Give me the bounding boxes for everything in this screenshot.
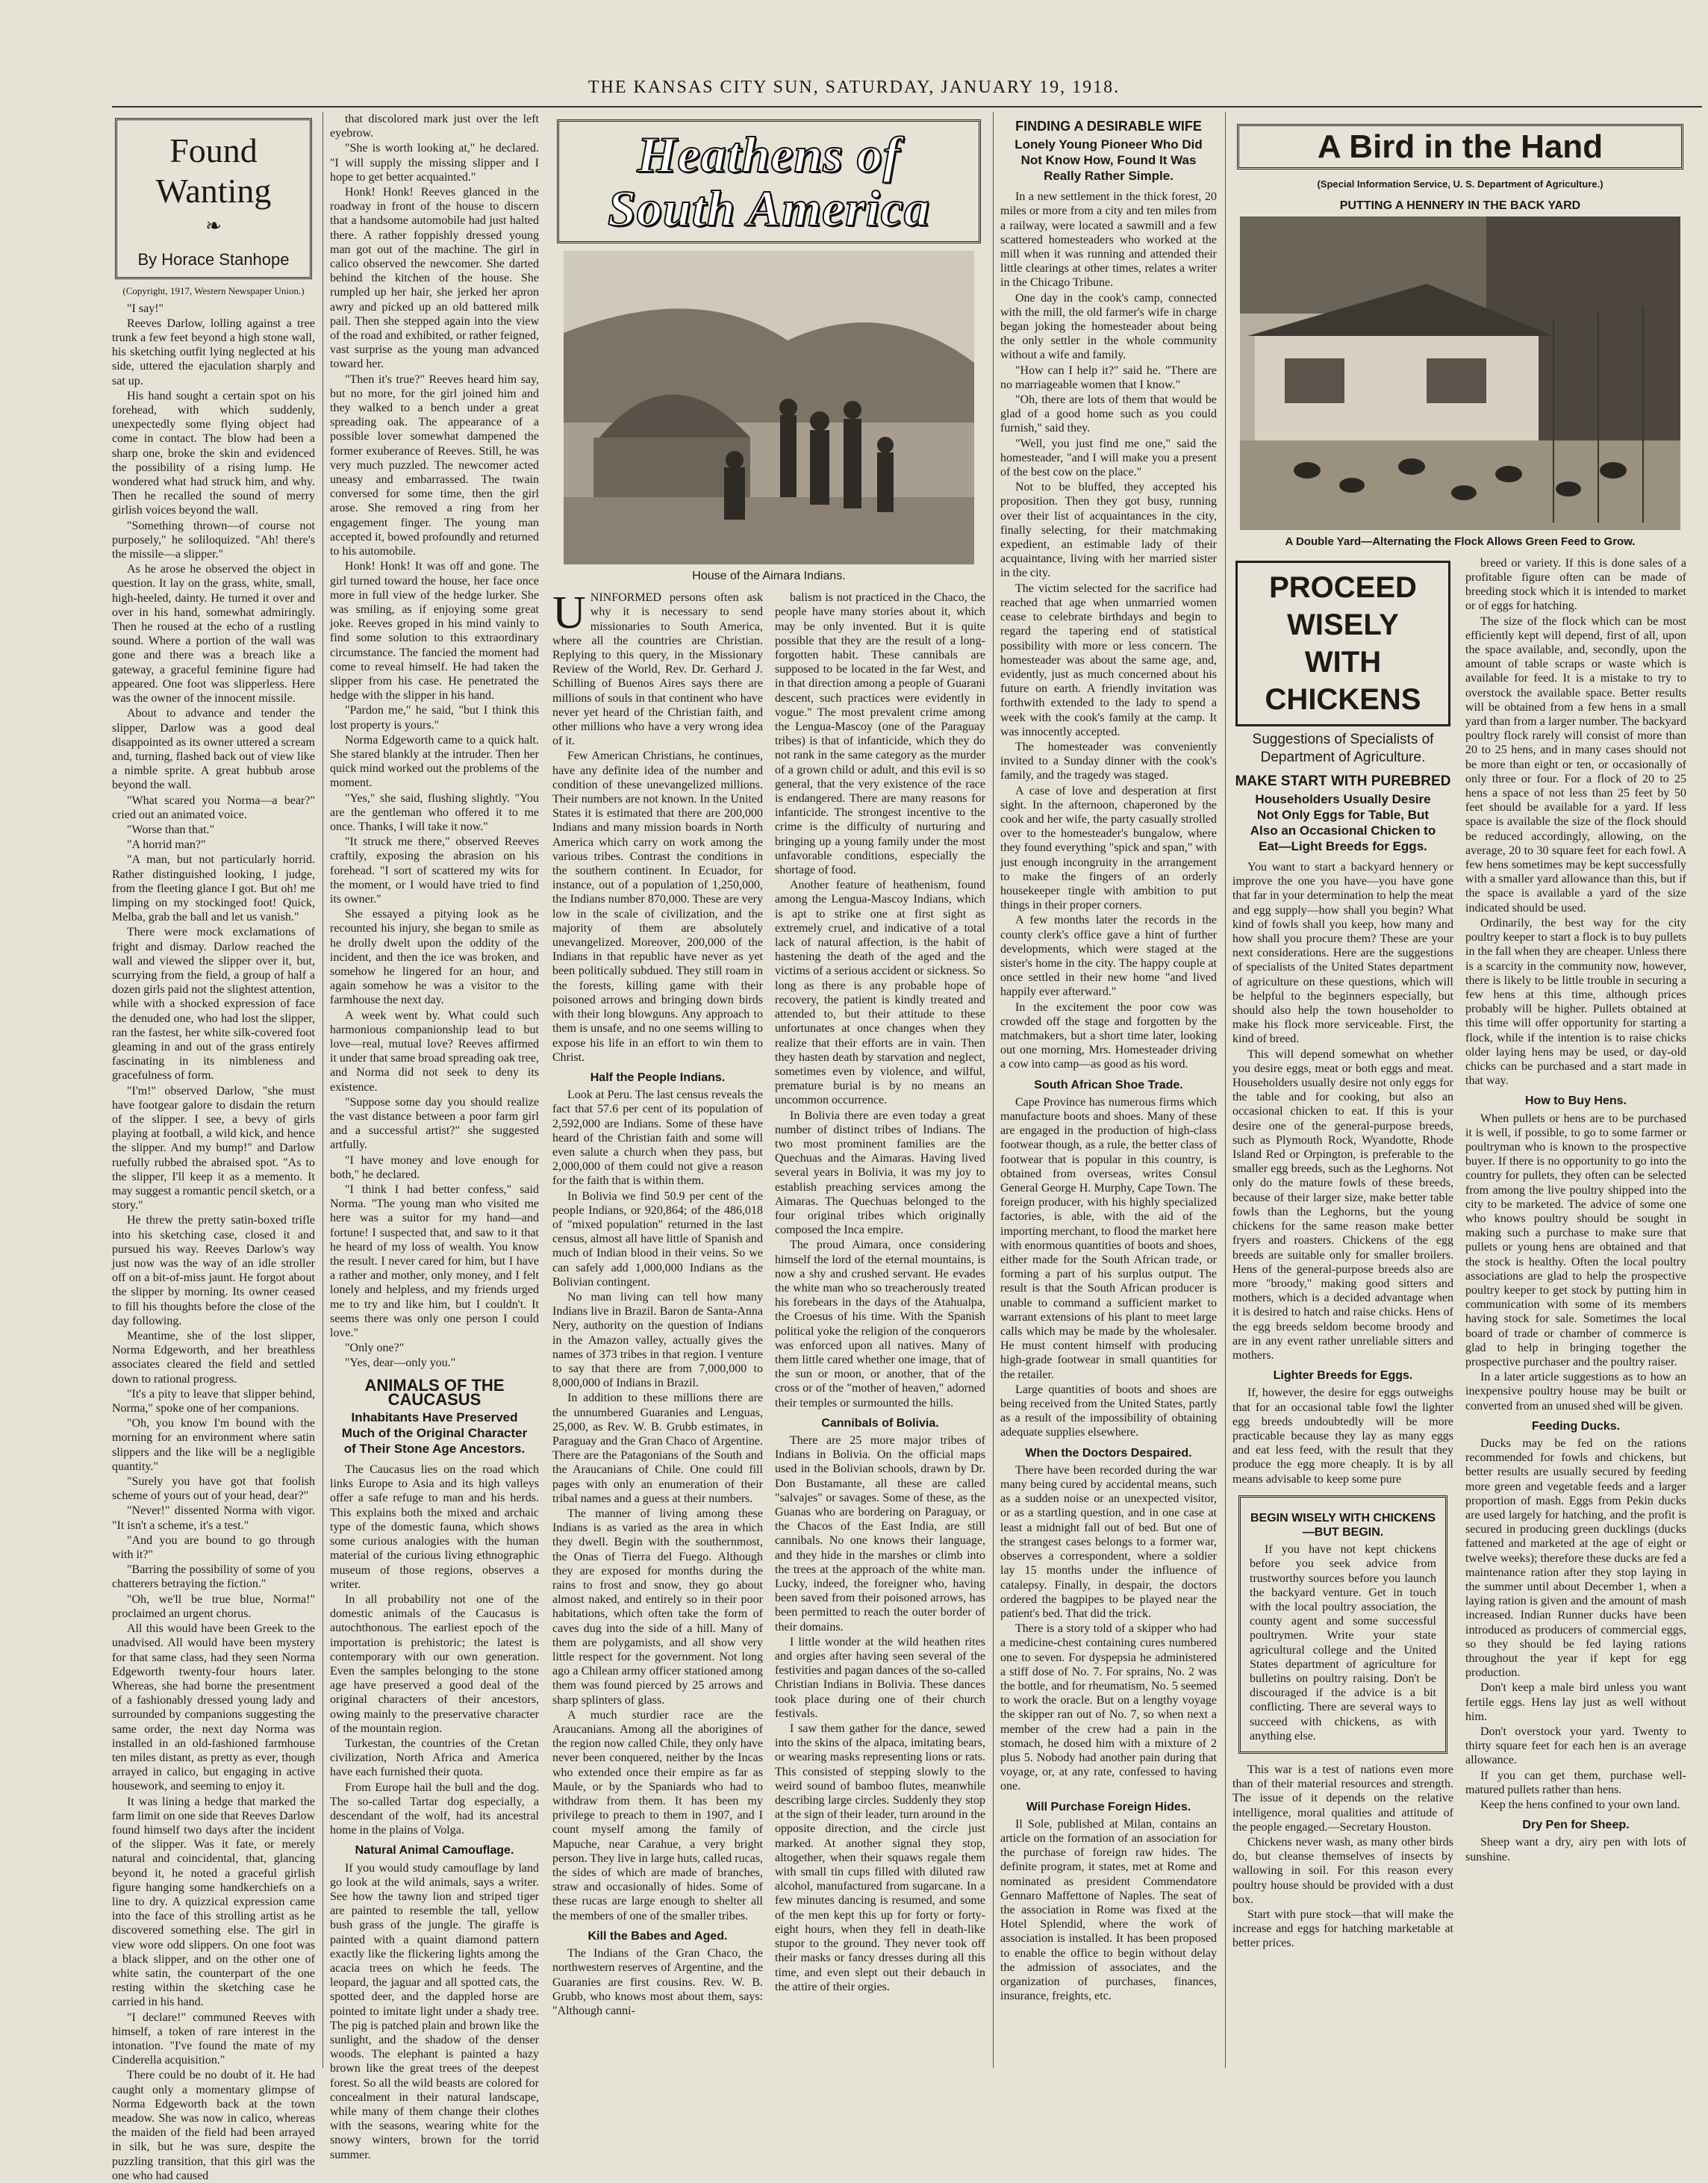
doctors-text (1000, 1463, 1217, 1794)
paragraph: Cape Province has numerous firms which manufacture boots and shoes. Many of these are engaged in the production of high-class footwear though, as a rule, the better class of footwear that is popular in this country, is obtained from overseas, writes Consul General George H. Murphy, Cape Town. The foreign producer, with his highly specialized factories, is able, with the aid of the importing merchant, to flood the market here with enormous quantities of boots and shoes, either made for the South African trade, or forming a part of his surplus output. The result is that the South African producer is unable to command a sufficient market to warrant extensions of his plant to meet large calls which may be made by the wholesaler. He must content himself with producing high-grade footwear in small quantities for the retailer. (1000, 1095, 1217, 1381)
paragraph: You want to start a backyard hennery or improve the one you have—you have gone that far in your determination to help the meat and egg supply—how shall you begin? What kind of fowls shall you keep, how many and how shall you procure them? These are your next considerations. Here are the suggestions of specialists of the United States department of agriculture on these questions, which will be helpful to the beginners especially, but should also help the town householder to make his flock more serviceable. First, the kind of breed. (1232, 861, 1453, 1046)
paragraph: Ducks may be fed on the rations recommended for fowls and chickens, but better results are usually secured by feeding more green and vegetable feeds and a larger proportion of mash. Eggs from Pekin ducks are used largely for hatching, and the profit is secured in producing green ducklings (ducks fattened and marketed at the age of eight or twelve weeks); therefore these ducks are fed a maintenance ration after they stop laying in the summer until about December 1, when a laying ration is given and the amount of mash increased. Indian Runner ducks have been introduced as producers of commercial eggs, so they should be fed laying rations throughout the year if kept for egg production. (1465, 1437, 1686, 1680)
bird-title: A Bird in the Hand (1317, 128, 1603, 165)
paragraph: "A horrid man?" (127, 838, 206, 852)
copyright: (Copyright, 1917, Western Newspaper Union.) (122, 285, 305, 297)
heathens-title-line1: Heathens of (637, 126, 901, 183)
paragraph: "Suppose some day you should realize the vast distance between a poor farm girl and a successful artist?" she suggested artfully. (330, 1095, 539, 1152)
paragraph: "How can I help it?" said he. "There are no marriageable women that I know." (1000, 364, 1217, 391)
bird-right-column (1465, 556, 1686, 1952)
paragraph: "Worse than that." (127, 823, 215, 836)
shoe-trade-text (1000, 1095, 1217, 1440)
half-indians-text (552, 1088, 763, 1923)
hennery-subtitle: PUTTING A HENNERY IN THE BACK YARD (1339, 199, 1581, 213)
paragraph: Ordinarily, the best way for the city poultry keeper to start a flock is to buy pullets in the fall when they are cheaper. Unless there is a scarcity in the community now, however, there is likely to be little trouble in securing a few hens at this time, although prices probably will be higher. Pullets obtained at this time will offer opportunity for starting a flock, while if the intention is to raise chicks older laying hens may be used, or day-old chicks can be purchased and a start made in that way. (1465, 916, 1686, 1088)
paragraph: balism is not practiced in the Chaco, the people have many stories about it, which may be only invented. But it is quite possible that they are the result of a long-forgotten habit. These cannibals are supposed to be located in the far West, and in that direction among a people of Guarani descent, such practices were evidently in vogue." The most prevalent crime among the Lengua-Mascoy (one of the Paraguay tribes) is that of infanticide, which they do not rank in the same category as the murder of a grown child or adult, and this evil is so general, that the very existence of the race is endangered. There are many reasons for infanticide. The strongest incentive to the crime is the difficulty of nurturing and bringing up a young family under the most unfavorable conditions, especially the shortage of food. (775, 591, 985, 877)
paragraph: He threw the pretty satin-boxed trifle into his sketching case, closed it and pursued his way. Reeves Darlow's way just now was the way of an idle stroller off on a bit-of-miss jaunt. He forgot about the slipper by morning. Its owner ceased to fill his thoughts before the close of the day following. (112, 1214, 315, 1327)
paragraph: "I think I had better confess," said Norma. "The young man who visited me here was a suitor for my hand—and fortune! I suspected that, and saw to it that he heard of my loss of wealth. You know the result. I never cared for him, but I have a rather and mother, only money, and I felt lonely and helpless, and my friends urged me to try and like him, but I couldn't. It seems there was only one person I could love." (330, 1183, 539, 1340)
paragraph: "Then it's true?" Reeves heard him say, but no more, for the girl joined him and they walked to a bench under a great spreading oak. The appearance of a possible lover somewhat dampened the former exuberance of Reeves. Still, he was very much puzzled. The newcomer acted uneasy and embarrassed. The twain conversed for some time, then the girl arose. She removed a ring from her engagement finger. The young man accepted it, bowed profoundly and returned to his automobile. (330, 373, 539, 558)
column-five (1000, 112, 1217, 2068)
paragraph: I saw them gather for the dance, sewed into the skins of the alpaca, imitating bears, or wearing masks representing lions or rats. This consisted of stepping slowly to the weird sound of bamboo flutes, meanwhile describing large circles. Suddenly they stop at the sign of their leader, turn around in the opposite direction, and the circle just marked. At another signal they stop, altogether, when their squaws regale them with small tin cups filled with diluted raw alcohol, manufactured from sugarcane. In a few minutes dancing is resumed, and some of the men kept this up for forty or forty-eight hours, when they fell in death-like stupor to the ground. They never took off their masks or fancy dresses during all this time, and even slept out their debauch in the attire of their orgies. (775, 1722, 985, 1993)
kill-babes-text (552, 1946, 763, 2018)
paragraph: Keep the hens confined to your own land. (1480, 1799, 1680, 1812)
paragraph: It was lining a hedge that marked the farm limit on one side that Reeves Darlow found himself two days after the incident of the slipper. Was it fate, or merely natural and coincidental, that, glancing beyond it, he noted a graceful girlish figure hanging some handkerchiefs on a line to dry. A quizzical expression came into the face of this strolling artist as he discovered something else. The girl in view wore odd slippers. On one foot was a black slipper, and on the other one of white satin, the counterpart of the one resting within the sketching case he carried in his hand. (112, 1795, 315, 2009)
lighter-breeds-text (1232, 1386, 1453, 1486)
dry-pen-head: Dry Pen for Sheep. (1522, 1819, 1630, 1832)
paragraph: "Only one?" (345, 1342, 405, 1355)
column-rule (1225, 112, 1226, 2068)
proceed-line2: WITH CHICKENS (1265, 645, 1421, 716)
caucasus-headline: ANIMALS OF THE CAUCASUS (364, 1375, 505, 1409)
paragraph: "Oh, there are lots of them that would be glad of a good home such as you could furnish," said they. (1000, 393, 1217, 435)
article-heathens (552, 112, 985, 2068)
dry-pen-text (1465, 1835, 1686, 1863)
paragraph: Look at Peru. The last census reveals the fact that 57.6 per cent of its population of 2,592,000 are Indians. Some of these have heard of the Christian faith and some will even salute a church when they pass, but 2,000,000 of them could not give a reason for the faith that is within them. (552, 1089, 763, 1188)
kill-babes-head: Kill the Babes and Aged. (587, 1929, 728, 1943)
paragraph: "Yes," she said, flushing slightly. "You are the gentleman who offered it to me once. Thanks, I will take it now." (330, 791, 539, 833)
heathens-continued (775, 591, 985, 1410)
paragraph: "She is worth looking at," he declared. "I will supply the missing slipper and I hope to get better acquainted." (330, 142, 539, 184)
paragraph: that discolored mark just over the left eyebrow. (330, 113, 539, 140)
camouflage-text (330, 1861, 539, 2162)
paragraph: "Oh, we'll be true blue, Norma!" proclaimed an urgent chorus. (112, 1592, 315, 1620)
paragraph: The Indians of the Gran Chaco, the northwestern reserves of Argentine, and the Guaranies are first cousins. Rev. W. B. Grubb, who knows most about them, says: "Although canni- (552, 1947, 763, 2017)
paragraph: Don't overstock your yard. Twenty to thirty square feet for each hen is an average allowance. (1465, 1725, 1686, 1767)
buy-hens-text (1465, 1112, 1686, 1413)
paragraph: In a new settlement in the thick forest, 20 miles or more from a city and ten miles from a railway, were located a sawmill and a few scattered homesteaders who worked at the mill when it was running and attended their little clearings at other times, relates a writer in the Chicago Tribune. (1000, 190, 1217, 290)
paragraph: The manner of living among these Indians is as varied as the area in which they dwell. Begin with the southernmost, the Onas of Tierra del Fuego. Although they are exposed for months during the rains to frost and snow, they go about almost naked, and entirely so in their poor habitations, which often take the form of caves dug into the side of a hill. Many of them are polygamists, and all show very little respect for the government. Not long ago a Chilean army officer stationed among them was found pierced by 25 arrows and sharp splinters of glass. (552, 1507, 763, 1707)
begin-wisely-box (1238, 1495, 1447, 1754)
paragraph: If you would study camouflage by land go look at the wild animals, says a writer. See how the tawny lion and striped tiger are painted to resemble the tall, yellow bush grass of the jungle. The giraffe is painted with a quaint diamond pattern exactly like the flickering lights among the acacia trees on which he feeds. The leopard, the jaguar and all spotted cats, the spotted deer, and the dappled horse are pointed to imitate light under a shady tree. The pig is patched plain and brown like the sunlight, and the shadow of the denser woods. The elephant is painted a hazy brown like the great trees of the deepest forest. So all the wild beasts are colored for concealment in their natural landscape, while many of them change their clothes with the seasons, wearing white for the snowy winters, brown for the torrid summer. (330, 1861, 539, 2161)
story-title-line1: Found (169, 131, 258, 169)
paragraph: Norma Edgeworth came to a quick halt. She stared blankly at the intruder. Then her quick mind worked out the problems of the moment. (330, 733, 539, 790)
paragraph: In Bolivia there are even today a great number of distinct tribes of Indians. The two most prominent families are the Quechuas and the Aimaras. Having lived several years in Bolivia, it was my joy to establish preaching services among the Aimaras. The Quechuas belonged to the four original tribes which originally composed the Inca empire. (775, 1109, 985, 1237)
proceed-line1: PROCEED WISELY (1269, 570, 1417, 641)
paragraph: In a later article suggestions as to how an inexpensive poultry house may be built or converted from an unused shed will be given. (1465, 1371, 1686, 1413)
hides-text (1000, 1817, 1217, 2004)
photo-aimara-house (564, 251, 974, 564)
paragraph: breed or variety. If this is done sales of a profitable figure often can be made of breeding stock which it is intended to market or of eggs for hatching. (1465, 556, 1686, 613)
poultry-notes (1232, 1763, 1453, 1951)
ornament-icon: ❧ (205, 215, 222, 237)
photo-aimara-house-image (564, 251, 974, 564)
paragraph: If you can get them, purchase well-matured pullets rather than hens. (1465, 1769, 1686, 1796)
heathens-left-column (552, 588, 763, 2019)
paragraph: "I have money and love enough for both," he declared. (330, 1153, 539, 1181)
paragraph: Start with pure stock—that will make the increase and eggs for hatching marketable at better prices. (1232, 1908, 1453, 1950)
doctors-head: When the Doctors Despaired. (1025, 1446, 1192, 1460)
photo-hennery (1240, 217, 1680, 530)
column-found-wanting (112, 112, 315, 2182)
paragraph: Another feature of heathenism, found among the Lengua-Mascoy Indians, which is apt to strike one at first sight as extremely cruel, and indicative of a total lack of natural affection, is the habit of hastening the death of the aged and the victims of a serious accident or sickness. So long as there is any probable hope of recovery, the patient is kindly treated and attended to, but their attitude to these unfortunates at once changes when they realize that their efforts are in vain. Then they hasten death by starvation and neglect, sometimes even by violence, and wilful, premature burial is by no means an uncommon occurrence. (775, 879, 985, 1107)
photo-hennery-image (1240, 217, 1680, 530)
paragraph: A case of love and desperation at first sight. In the afternoon, chaperoned by the cook and her wife, the party casually strolled over to the homesteader's bungalow, where they found everything "spick and span," with just enough incongruity in the arrangement to make the fingers of an orderly housekeeper tingle with ambition to put things in their proper corners. (1000, 784, 1217, 912)
found-wanting-title-box (115, 118, 312, 279)
paragraph: In the excitement the poor cow was crowded off the stage and forgotten by the matchmakers, but a short time later, looking out one morning, Mrs. Homesteader driving a cow into camp—as good as his word. (1000, 1000, 1217, 1071)
story-text (112, 302, 315, 2183)
paragraph: "I say!" (127, 302, 164, 315)
paragraph: As he arose he observed the object in question. It lay on the grass, white, small, high-heeled, dainty. He turned it over and over in his hand, somewhat admiringly. Then he roused at the echo of a rustling sound. Where a portion of the wall was gone and there was a breach like a gateway, a graceful feminine figure had appeared. One foot was slipperless. Here was the owner of the innocent missile. (112, 563, 315, 706)
column-two (330, 112, 539, 2161)
paragraph: This will depend somewhat on whether you desire eggs, meat or both eggs and meat. Householders usually desire not only eggs for the table and for cooking, but also an occasional chicken to eat. If this is your desire one of the general-purpose breeds, such as Plymouth Rock, Wyandotte, Rhode Island Red or Orpington, is preferable to the smaller egg breeds, such as the Leghorns. Not only do the mature fowls of these breeds, because of their larger size, make better table fowls than the Leghorns, but the young chickens for the same reason make better fryers and roasters. Chickens of the egg breeds are suitable only for smaller broilers. Hens of the general-purpose breeds also are more "broody," making good sitters and mothers, which is a decided advantage when it is desired to hatch and raise chicks. Hens of the egg breeds seldom become broody and are in any event rather unreliable sitters and mothers. (1232, 1047, 1453, 1362)
buy-hens-head: How to Buy Hens. (1524, 1094, 1627, 1108)
purebred-head: MAKE START WITH PUREBRED (1235, 773, 1451, 789)
paragraph: "Barring the possibility of some of you chatterers betraying the fiction." (112, 1563, 315, 1591)
column-rule (993, 112, 994, 2068)
paragraph: "Yes, dear—only you." (345, 1357, 456, 1370)
column-rule (322, 112, 323, 2068)
paragraph: There were mock exclamations of fright and dismay. Darlow reached the wall and viewed the slipper over it, but, scurrying from the field, a group of half a dozen girls paid not the slightest attention, while with a shocked expression of face the denuded one, who had lost the slipper, ran the fastest, her white silk-covered foot gleaming in and out of the grass entirely fascinating in its nimbleness and gracefulness of form. (112, 926, 315, 1083)
drop-cap: U (552, 588, 586, 639)
paragraph: Il Sole, published at Milan, contains an article on the formation of an association for the purchase of foreign raw hides. The definite program, it states, met at Rome and nominated as president Commendatore Gennaro Maffettone of Naples. The seat of the association in Rome was fixed at the Hotel Splendid, where the work of association is installed. It has been proposed to enable the office to begin without delay the admission of associates, and the organization of purchases, finances, insurance, freights, etc. (1000, 1817, 1217, 2003)
cannibals-head: Cannibals of Bolivia. (821, 1416, 939, 1430)
paragraph: Not to be bluffed, they accepted his proposition. Then they got busy, running over their list of acquaintances in the city, finally selecting, for their matchmaking expedient, an estimable lady of their acquaintance, living with her married sister in the city. (1000, 481, 1217, 580)
paragraph: From Europe hail the bull and the dog. The so-called Tartar dog especially, a descendant of the wolf, had its ancestral home in the plains of Volga. (330, 1781, 539, 1837)
flock-size-text (1465, 556, 1686, 1089)
heathens-intro (552, 588, 763, 1065)
paragraph: A much sturdier race are the Araucanians. Among all the aborigines of the region now called Chile, they only have never been conquered, neither by the Incas who extended once their empire as far as Maule, or by the Spaniards who had to withdraw from them. It has been my privilege to preach to them in 1907, and I count myself among the family of Mapuche, near Carahue, a very bright person. They live in large huts, called rucas, the sides of which are made of branches, straw and occasionally of hides. Some of these rucas are large enough to shelter all the members of one of the smaller tribes. (552, 1708, 763, 1922)
photo-caption: House of the Aimara Indians. (692, 570, 846, 582)
paragraph: "I'm!" observed Darlow, "she must have footgear galore to disdain the return of the slipper. I see, a bevy of girls playing at football, a wild kick, and hence the slipper. And my bump!" and Darlow ruefully rubbed the abraised spot. "As to the slipper, I'll keep it as a memento. It may suggest a romantic pencil sketch, or a story." (112, 1084, 315, 1212)
paragraph: The size of the flock which can be most efficiently kept will depend, first of all, upon the space available, and, secondly, upon the amount of table scraps or waste which is available for feed. It is a mistake to try to overstock the available space. Better results will be obtained from a few hens in a small yard than from a larger number. The backyard poultry flock rarely will consist of more than 20 to 25 hens, and in many cases should not be more than eight or ten, or occasionally of only three or four. For a flock of 20 to 25 hens a space of not less than 25 feet by 50 feet should be available for a yard. If less space is available the size of the flock should be reduced accordingly, allowing, on the average, 20 to 30 square feet for each fowl. A few hens sometimes may be kept successfully with a smaller yard allowance than this, but if the space is available a yard of the size indicated should be used. (1465, 614, 1686, 915)
paragraph: Don't keep a male bird unless you want fertile eggs. Hens lay just as well without him. (1465, 1681, 1686, 1723)
paragraph: In Bolivia we find 50.9 per cent of the people Indians, or 920,864; of the 486,018 of "mixed population" returned in the last census, almost all have little of Spanish and much of Indian blood in their veins. So we can safely add 1,000,000 Indians as the Bolivian contingent. (552, 1189, 763, 1289)
paragraph: The homesteader was conveniently invited to a Sunday dinner with the cook's family, and the tragedy was staged. (1000, 740, 1217, 782)
paragraph: "It struck me there," observed Reeves craftily, exposing the abrasion on his forehead. "I sort of scattered my wits for the moment, or I would have tried to find its owner." (330, 835, 539, 906)
paragraph: The proud Aimara, once considering himself the lord of the eternal mountains, is now a shy and crushed servant. He evades the white man who so treacherously treated his forebears in the days of the Atahualpa, the Croesus of his time. With the Spanish political yoke the religion of the conquerors was enforced upon all natives. Many of them little cared whether one image, that of the sun or moon, or another, that of the cross or of the "mother of heaven," adorned their temples or surmounted the hills. (775, 1239, 985, 1410)
paragraph: Honk! Honk! It was off and gone. The girl turned toward the house, her face once more in full view of the hedge lurker. She was smiling, as if enjoying some great joke. Reeves groped in his mind vainly to find some solution to this extraordinary circumstance. The fancied the moment had come to reveal himself. He had taken the slipper from his case. He penetrated the hedge with the slipper in his hand. (330, 560, 539, 703)
paragraph: "And you are bound to go through with it?" (112, 1533, 315, 1562)
hides-head: Will Purchase Foreign Hides. (1026, 1800, 1191, 1813)
paragraph: Turkestan, the countries of the Cretan civilization, North Africa and America have each furnished their quota. (330, 1737, 539, 1779)
paragraph: Meantime, she of the lost slipper, Norma Edgeworth, and her breathless associates cleared the field and settled down to rational progress. (112, 1330, 315, 1386)
paragraph: "Never!" dissented Norma with vigor. "It isn't a scheme, it's a test." (112, 1504, 315, 1532)
paragraph: Reeves Darlow, lolling against a tree trunk a few feet beyond a high stone wall, his sketching outfit lying neglected at his side, uttered the ejaculation sharply and sat up. (112, 317, 315, 387)
story-title-line2: Wanting (155, 172, 272, 210)
hennery-caption: A Double Yard—Alternating the Flock Allows Green Feed to Grow. (1285, 535, 1636, 548)
paragraph: Chickens never wash, as many other birds do, but cleanse themselves of insects by wallowing in soil. For this reason every poultry house should be provided with a dust box. (1232, 1836, 1453, 1906)
paragraph: Sheep want a dry, airy pen with lots of sunshine. (1465, 1836, 1686, 1863)
byline: By Horace Stanhope (137, 250, 290, 270)
lighter-breeds-head: Lighter Breeds for Eggs. (1273, 1369, 1413, 1383)
paragraph: In addition to these millions there are the unnumbered Guaranies and Lenguas, 25,000, as Rev. W. B. Grubb estimates, in Paraguay and the Gran Chaco of Argentine. There are the Patagonians of the South and the Araucanians of Chile. One could fill pages with only an enumeration of their tribal names and a guess at their numbers. (552, 1392, 763, 1505)
paragraph: The Caucasus lies on the road which links Europe to Asia and its high valleys offer a safe refuge to man and his herds. This explains both the mixed and archaic type of the domestic fauna, which shows some curious analogies with the human material of the curious living ethnographic museum of those regions, observes a writer. (330, 1463, 539, 1591)
feeding-ducks-head: Feeding Ducks. (1531, 1419, 1621, 1433)
top-rule (112, 106, 1702, 108)
heathens-title-line2: South America (608, 180, 930, 237)
paragraph: The victim selected for the sacrifice had reached that age when unmarried women cease to celebrate birthdays and begin to regard the tapering end of statistical possibility with more or less concern. The homesteader was about the same age, and, evidently, just as much concerned about his future on earth. A friendly invitation was forthwith extended to the lady to spend a week with the cook's family at the camp. It was innocently accepted. (1000, 582, 1217, 738)
caucasus-text (330, 1463, 539, 1837)
paragraph: There is a story told of a skipper who had a medicine-chest containing cures numbered one to seven. For dyspepsia he administered a stiff dose of No. 7. For sprains, No. 2 was the bottle, and for rheumatism, No. 5 seemed to work the oracle. But on a lengthy voyage the skipper ran out of No. 7, so when next a member of the crew had a pain in the stomach, he dosed him with a mixture of 2 plus 5. Nobody had another pain during that voyage, or, at any rate, confessed to having one. (1000, 1622, 1217, 1793)
purebred-deck: Householders Usually Desire Not Only Eggs for Table, But Also an Occasional Chicken to Eat—Light Breeds for Eggs. (1250, 792, 1436, 854)
paragraph: There are 25 more major tribes of Indians in Bolivia. On the official maps used in the Bolivian schools, drawn by Dr. Don Bustamante, all these are called "salvajes" or savages. Some of these, as the Guanas who are bordering on Paraguay, or the Chacos of the East India, are still cannibals. No one knows their language, and they hide in the marshes or climb into the trees at the approach of the white man. Lucky, indeed, the foreigner who, having been saved from their poisoned arrows, has been permitted to reach the outer border of their domains. (775, 1433, 985, 1634)
desirable-wife-deck: Lonely Young Pioneer Who Did Not Know How, Found It Was Really Rather Simple. (1014, 137, 1203, 184)
paragraph: I little wonder at the wild heathen rites and orgies after having seen several of the festivities and pagan dances of the so-called Christian Indians in Bolivia. These dances took place during one of their church festivals. (775, 1635, 985, 1720)
heathens-right-column (775, 591, 985, 2019)
paragraph: "Well, you just find me one," said the homesteader, "and I will make you a present of the best cow on the place." (1000, 437, 1217, 479)
feeding-ducks-text (1465, 1436, 1686, 1812)
paragraph: There have been recorded during the war many being cured by accidental means, such as a sudden noise or an unexpected visitor, or as a startling question, and in one case at least a midnight fall out of bed. But one of the strangest cases belongs to a former war, observes a correspondent, where a soldier lay 15 months under the influence of catalepsy. Finally, in despair, the doctors ordered the bagpipes to be played near the patient's bed. That did the trick. (1000, 1463, 1217, 1620)
paragraph: A week went by. What could such harmonious companionship lead to but love—real, mutual love? Reeves affirmed it under that same broad spreading oak tree, and Norma did not seek to deny its existence. (330, 1009, 539, 1094)
paragraph: "A man, but not particularly horrid. Rather distinguished looking, I judge, from the fleeting glance I got. But oh! me limping on my stockinged foot! Quick, Melba, grab the ball and let us vanish." (112, 853, 315, 924)
paragraph: "Surely you have got that foolish scheme of yours out of your head, dear?" (112, 1475, 315, 1503)
paragraph: When pullets or hens are to be purchased it is well, if possible, to go to some farmer or poultryman who is known to the prospective buyer. If there is no opportunity to go into the country for pullets, they often can be selected from among the live poultry shipped into the city to be marketed. The advice of some one who knows poultry should be sought in making such a purchase to make sure that pullets or young hens are obtained and that the stock is healthy. Often the local poultry associations are glad to help the prospective poultry keeper to get stock by putting him in communication with some of its members having stock for sale. Sometimes the local board of trade or chamber of commerce is glad to help in bringing together the prospective purchaser and the poultry raiser. (1465, 1112, 1686, 1368)
begin-wisely-head: BEGIN WISELY WITH CHICKENS—BUT BEGIN. (1250, 1511, 1436, 1539)
proceed-title (1235, 561, 1450, 726)
desirable-wife-headline: FINDING A DESIRABLE WIFE (1015, 119, 1202, 134)
paragraph: His hand sought a certain spot on his forehead, with which suddenly, unexpectedly some flying object had come in contact. The blow had been a sharp one, broke the skin and evidenced the possibility of a rising lump. He wondered what had struck him, and why. Then he recalled the sound of merry girlish voices beyond the wall. (112, 389, 315, 517)
cannibals-text (775, 1433, 985, 1994)
caucasus-deck: Inhabitants Have Preserved Much of the Original Character of Their Stone Age Ancestors. (341, 1410, 528, 1457)
camouflage-head: Natural Animal Camouflage. (355, 1844, 514, 1857)
bird-title-box (1237, 124, 1683, 169)
paragraph: A few months later the records in the county clerk's office gave a hint of further developments, which were staged at the sister's home in the city. The happy couple at once settled in their new home "and lived happily ever afterward." (1000, 914, 1217, 999)
paragraph: She essayed a pitying look as he recounted his injury, she began to smile as he drolly dwelt upon the oddity of the incident, and then the ice was broken, and somehow he lingered for an hour, and again somehow he was a visitor to the farmhouse the next day. (330, 908, 539, 1007)
paragraph: There could be no doubt of it. He had caught only a momentary glimpse of Norma Edgeworth back at the town meadow. She was now in calico, whereas the maiden of the field had been arrayed in silk, but he was sure, despite the puzzling transition, that this girl was the one who had caused (112, 2069, 315, 2182)
article-bird-in-hand (1232, 112, 1688, 2068)
paragraph: "Pardon me," he said, "but I think this lost property is yours." (330, 704, 539, 732)
paragraph: No man living can tell how many Indians live in Brazil. Baron de Santa-Anna Nery, authority on the question of Indians in the Amazon valley, actually gives the names of 373 tribes in that region. I venture to say that there are from 7,000,000 to 8,000,000 of Indians in Brazil. (552, 1290, 763, 1390)
paragraph: About to advance and tender the slipper, Darlow was a good deal disappointed as its owner uttered a scream and, turning, flashed back out of view like a nimble sprite. A great hubbub arose beyond the wall. (112, 707, 315, 792)
desirable-wife-text (1000, 190, 1217, 1071)
masthead: THE KANSAS CITY SUN, SATURDAY, JANUARY 19, 1918. (587, 78, 1121, 97)
paragraph: UNINFORMED persons often ask why it is necessary to send missionaries to South America, where all the countries are Christian. Replying to this query, in the Missionary Review of the World, Rev. Dr. Gerhard J. Schilling of Buenos Aires says there are millions of souls in that continent who have never yet heard of the Christian faith, and other millions who have a very wrong idea of it. (552, 588, 763, 748)
story-continuation (330, 112, 539, 1371)
paragraph: Honk! Honk! Reeves glanced in the roadway in front of the house to discern that a handsome automobile had just halted there. A rather foppishly dressed young man got out of the machine. The girl in calico observed the newcomer. She darted behind the kitchen of the house. She rumpled up her hair, she jerked her apron awry and picked up an old battered milk pail. Then she stepped again into the view of the road and exhibited, or rather feigned, vast surprise as the young man advanced toward her. (330, 186, 539, 371)
paragraph: "I declare!" communed Reeves with himself, a token of rare interest in the intonation. "I've found the mate of my Cinderella acquisition." (112, 2011, 315, 2067)
heathens-body (552, 588, 985, 2019)
paragraph: "Something thrown—of course not purposely," he soliloquized. "Ah! there's the missile—a slipper." (112, 519, 315, 561)
paragraph: Few American Christians, he continues, have any definite idea of the number and condition of these unevangelized millions. Their numbers are not known. In the United States it is estimated that there are 200,000 Indians and many mission boards in North America which carry on work among the various tribes. Contrast the conditions in the southern continent. In Ecuador, for instance, out of a population of 1,250,000, the Indians number 870,000. These are very low in the scale of civilization, and the majority of them are absolutely unevangelized. Moreover, 200,000 of the Indians in that republic have never as yet been politically subdued. They still roam in the forests, killing game with their poisoned arrows and bringing down birds with their long blowguns. Any approach to them is unsafe, and no one seems willing to expose his life in an effort to win them to Christ. (552, 750, 763, 1064)
paragraph: "It's a pity to leave that slipper behind, Norma," spoke one of her companions. (112, 1387, 315, 1416)
service-credit: (Special Information Service, U. S. Department of Agriculture.) (1317, 178, 1603, 190)
paragraph: In all probability not one of the domestic animals of the Caucasus is autochthonous. The earliest epoch of the importation is prehistoric; the latest is contemporary with our own generation. Even the samples belonging to the stone age have preserved a good deal of the original characters of their ancestors, owing mainly to the preservative character of the mountain region. (330, 1592, 539, 1735)
paragraph: One day in the cook's camp, connected with the mill, the old farmer's wife in charge began joking the homesteader about being the only settler in the whole community without a wife and family. (1000, 291, 1217, 362)
paragraph: If you have not kept chickens before you seek advice from trustworthy sources before you launch the backyard venture. Get in touch with the local poultry association, the county agent and some successful poultrymen. Write your state agricultural college and the United States department of agriculture for bulletins on poultry raising. Don't be discouraged if the advice is a bit conflicting. There are several ways to succeed with chickens, as with anything else. (1250, 1543, 1436, 1743)
paragraph: If, however, the desire for eggs outweighs that for an occasional table fowl the lighter egg breeds undoubtedly will be more practicable because they lay as many eggs and eat less feed, with the result that they produce the egg more cheaply. It is by all means advisable to keep some pure (1232, 1386, 1453, 1486)
paragraph: "What scared you Norma—a bear?" cried out an animated voice. (112, 794, 315, 821)
paragraph: "Oh, you know I'm bound with the morning for an environment where satin slippers and the like will be a negligible quantity." (112, 1417, 315, 1473)
heathens-title (557, 119, 981, 243)
proceed-deck: Suggestions of Specialists of Department of Agriculture. (1252, 731, 1434, 765)
paragraph: This war is a test of nations even more than of their material resources and strength. The issue of it depends on the relative intelligence, moral qualities and attitude of the people engaged.—Secretary Houston. (1232, 1763, 1453, 1834)
paragraph: All this would have been Greek to the unadvised. All would have been mystery for that same class, had they seen Norma Edgeworth twenty-four hours later. Whereas, she had borne the presentment of a fashionably dressed young lady and surrounded by companions suggesting the same order, the next day Norma was installed in an old-fashioned farmhouse ten miles distant, as pretty as ever, though arrayed in calico, but engaging in active housework, and seeming to enjoy it. (112, 1622, 315, 1793)
bird-body (1232, 556, 1688, 1952)
bird-left-column (1232, 556, 1453, 1952)
half-indians-head: Half the People Indians. (590, 1071, 726, 1084)
begin-wisely-text (1250, 1542, 1436, 1743)
paragraph: Large quantities of boots and shoes are being received from the United States, partly as a result of the impossibility of obtaining adequate supplies elsewhere. (1000, 1383, 1217, 1439)
shoe-trade-head: South African Shoe Trade. (1034, 1078, 1183, 1092)
chicken-text (1232, 860, 1453, 1363)
